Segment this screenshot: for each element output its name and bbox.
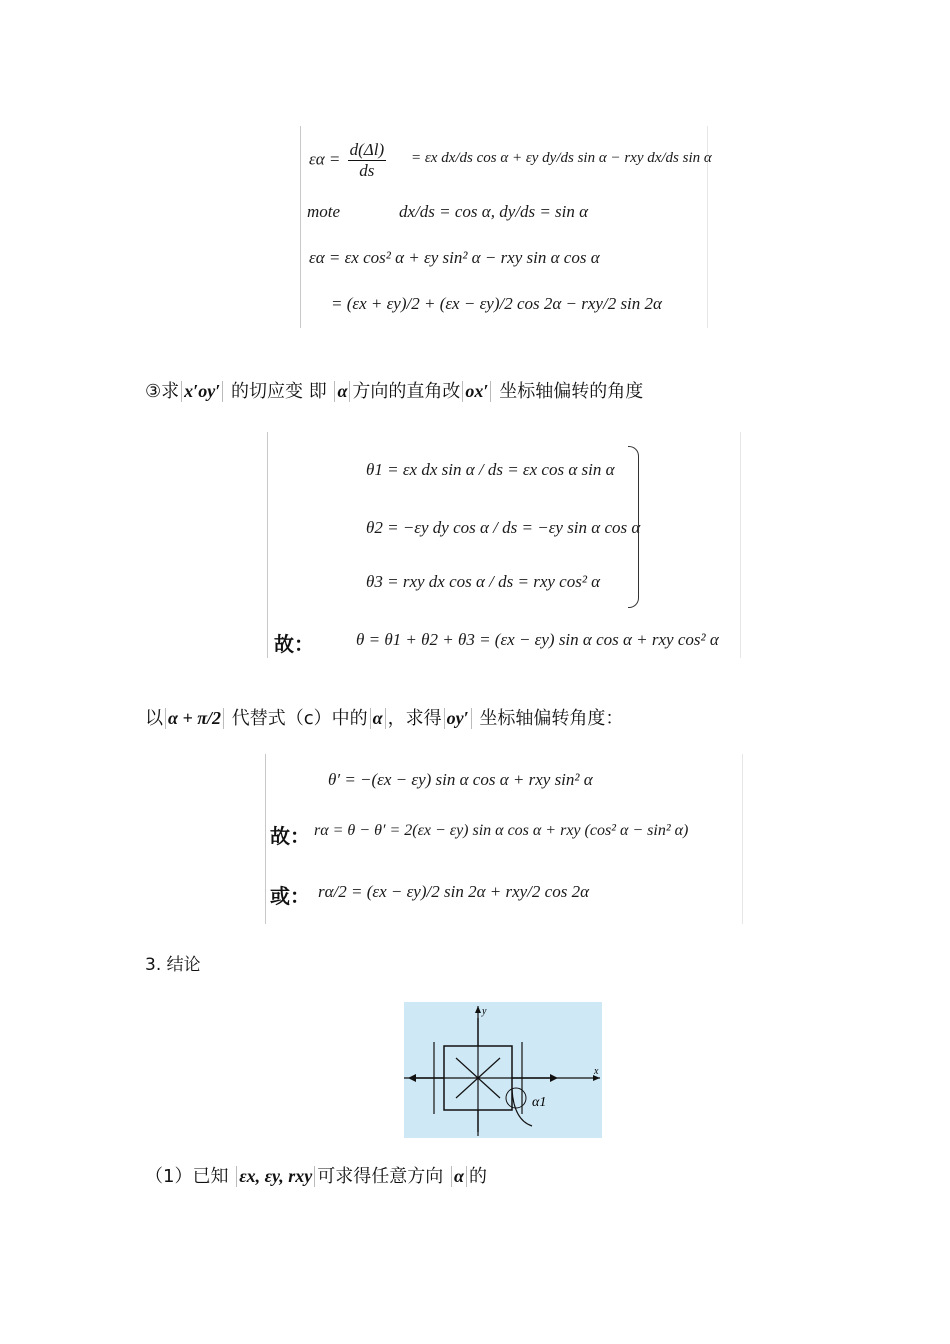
paragraph-known: （1）已知 εx, εy, rxy 可求得任意方向 α 的 [145,1166,487,1187]
inline-formula-alpha: α [334,381,350,402]
stress-element-svg [404,1002,602,1138]
y-axis-arrow [475,1006,481,1013]
formula-theta3: θ3 = rxy dx cos α / ds = rxy cos² α [366,572,601,591]
formula-mote-label: mote [307,202,341,221]
angle-circle [506,1088,526,1108]
formula-theta-sum: θ = θ1 + θ2 + θ3 = (εx − εy) sin α cos α + rxy cos² α [356,630,719,649]
formula-theta1: θ1 = εx dx sin α / ds = εx cos α sin α [366,460,615,479]
inline-formula-alpha-pi2: α + π/2 [165,708,224,729]
formula-line-1: εα = $\frac{d(\Delta l)}{ds}$ [309,140,385,180]
formula-block-gamma [265,754,743,924]
formula-theta-prime: θ′ = −(εx − εy) sin α cos α + rxy sin² α [328,770,593,789]
paragraph-substitute: 以 α + π/2 代替式（c）中的 α ，求得 oy′ 坐标轴偏转角度： [145,708,624,729]
formula-gamma-half: rα/2 = (εx − εy)/2 sin 2α + rxy/2 cos 2α [318,882,589,901]
formula-line-4: = (εx + εy)/2 + (εx − εy)/2 cos 2α − rxy/2 sin 2α [331,294,662,313]
formula-line-1-rest: = εx dx/ds cos α + εy dy/ds sin α − rxy dx/ds sin α [411,150,712,166]
paragraph-shear-strain: ③求 x′oy′ 的切应变 即 α 方向的直角改 ox′ 坐标轴偏转的角度 [145,381,644,402]
formula-line-3: εα = εx cos² α + εy sin² α − rxy sin α cos α [309,248,600,267]
left-arrow-head [408,1074,416,1082]
formula-theta2: θ2 = −εy dy cos α / ds = −εy sin α cos α [366,518,641,537]
inline-formula-xoy: x′oy′ [181,381,223,402]
label-gu-2: 故： [270,824,310,848]
formula-line-2: dx/ds = cos α, dy/ds = sin α [399,202,589,221]
formula-block-strain [300,126,712,328]
formula-block-theta [267,432,741,658]
section-heading-conclusion: 3. 结论 [145,955,201,975]
inline-formula-oy: oy′ [444,708,472,729]
alpha-label: α1 [532,1095,547,1110]
right-arrow-head [550,1074,558,1082]
label-huo: 或： [270,884,310,908]
label-gu: 故： [274,632,314,656]
inline-formula-ox: ox′ [462,381,491,402]
stress-element-diagram [404,1002,602,1138]
brace-right [628,446,639,608]
inline-formula-alpha-2: α [370,708,386,729]
inline-formula-alpha-3: α [451,1166,467,1187]
formula-gamma-alpha: rα = θ − θ′ = 2(εx − εy) sin α cos α + rxy (cos² α − sin² α) [314,822,689,839]
y-label: y [482,1006,487,1017]
x-label: x [594,1066,599,1077]
inline-formula-epsilons: εx, εy, rxy [236,1166,315,1187]
